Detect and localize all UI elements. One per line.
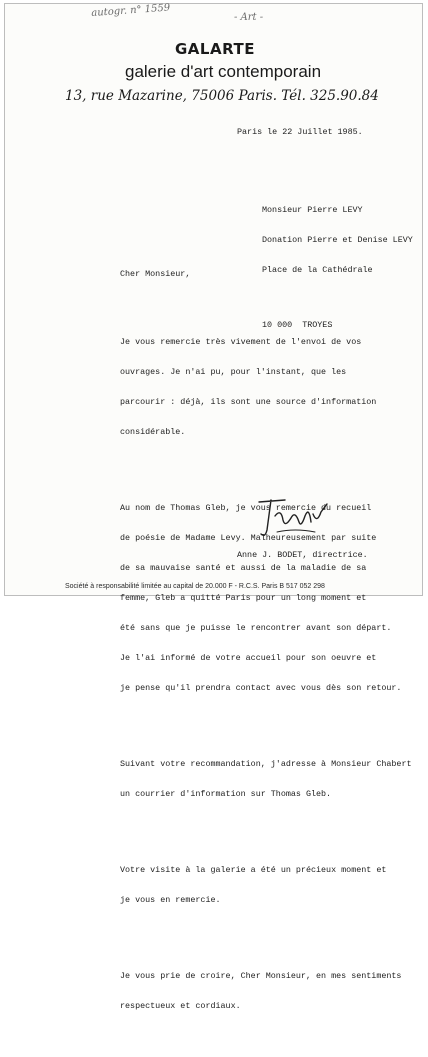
body-line: Je vous prie de croire, Cher Monsieur, en mes sentiments [120,971,402,981]
handwritten-signature [255,494,335,544]
body-line: été sans que je puisse le rencontrer avant son départ. [120,623,392,633]
body-line: considérable. [120,427,186,437]
handwritten-annotation: autogr. n° 1559 [91,2,171,19]
body-line: femme, Gleb a quitté Paris pour un long moment et [120,593,367,603]
body-line: de sa mauvaise santé et aussi de la maladie de sa [120,563,367,573]
recipient-city: 10 000 TROYES [262,320,333,330]
recipient-line: Place de la Cathédrale [262,265,373,275]
salutation: Cher Monsieur, [120,269,191,279]
handwritten-category: - Art - [234,12,264,23]
recipient-line: Donation Pierre et Denise LEVY [262,235,413,245]
paragraph [120,739,412,819]
paragraph [120,317,412,457]
paragraph [120,845,412,925]
letter-body [120,297,412,1057]
letter-date: Paris le 22 Juillet 1985. [237,127,363,137]
body-line: Au nom de Thomas Gleb, je vous remercie du recueil [120,503,372,513]
paragraph [120,951,412,1031]
gallery-tagline: galerie d'art contemporain [125,62,322,81]
body-line: Votre visite à la galerie a été un précieux moment et [120,865,387,875]
letter-page [4,2,423,1011]
body-line: Suivant votre recommandation, j'adresse à Monsieur Chabert [120,759,412,769]
body-line: ouvrages. Je n'ai pu, pour l'instant, que les [120,367,347,377]
signer-name: Anne J. BODET, directrice. [237,550,368,560]
body-line: respectueux et cordiaux. [120,1001,241,1011]
body-line: Je l'ai informé de votre accueil pour son oeuvre et [120,653,377,663]
body-line: parcourir : déjà, ils sont une source d'information [120,397,377,407]
company-footer: Société à responsabilité limitée au capital de 20.000 F - R.C.S. Paris B 517 052 298 [65,583,325,590]
gallery-name: GALARTE [175,40,255,58]
gallery-address: 13, rue Mazarine, 75006 Paris. Tél. 325.90.84 [65,88,379,104]
body-line: je pense qu'il prendra contact avec vous dès son retour. [120,683,402,693]
body-line: je vous en remercie. [120,895,221,905]
body-line: Je vous remercie très vivement de l'envoi de vos [120,337,362,347]
body-line: un courrier d'information sur Thomas Gleb. [120,789,332,799]
recipient-line: Monsieur Pierre LEVY [262,205,363,215]
body-line: de poésie de Madame Levy. Malheureusement par suite [120,533,377,543]
